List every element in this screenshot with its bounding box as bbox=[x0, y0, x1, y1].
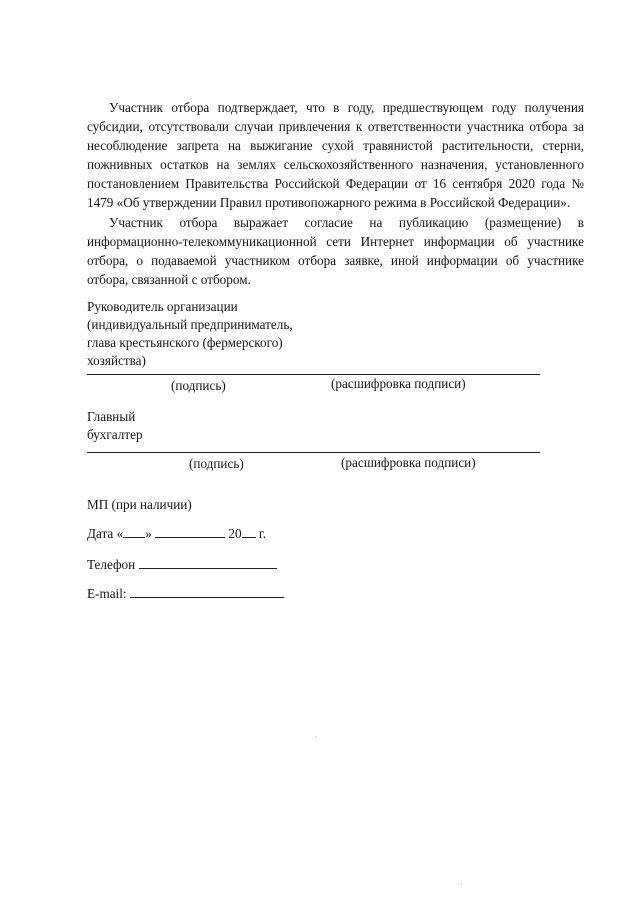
accountant-signature-line bbox=[87, 452, 540, 453]
phone-blank bbox=[139, 556, 277, 569]
date-year-prefix: 20 bbox=[228, 526, 242, 541]
phone-field bbox=[87, 556, 277, 573]
scan-speck bbox=[461, 884, 462, 885]
email-label: E-mail: bbox=[87, 586, 127, 601]
head-signature-line bbox=[87, 374, 540, 375]
date-middle: » bbox=[145, 526, 152, 541]
paragraph-consent: Участник отбора выражает согласие на публикацию (размещение) в информационно-телекоммуникационной сети Интернет информации об участнике отбора, о подаваемой участником отбора заявке, иной информации об участнике отбора, связанной с отбором. bbox=[87, 215, 584, 287]
date-field bbox=[87, 525, 266, 542]
date-suffix: г. bbox=[258, 526, 267, 541]
date-day-blank bbox=[123, 525, 145, 538]
phone-label: Телефон bbox=[87, 557, 136, 572]
email-blank bbox=[130, 585, 284, 598]
head-decode-caption: (расшифровка подписи) bbox=[331, 376, 466, 391]
head-of-organization-label: Руководитель организации (индивидуальный предприниматель, глава крестьянского (фермерского) хозяйства) bbox=[87, 299, 293, 368]
accountant-signature-caption: (подпись) bbox=[189, 456, 244, 471]
date-prefix: Дата « bbox=[87, 526, 124, 541]
head-signature-caption: (подпись) bbox=[171, 378, 226, 393]
accountant-decode-caption: (расшифровка подписи) bbox=[341, 455, 476, 470]
chief-accountant-label: Главный бухгалтер bbox=[87, 409, 143, 442]
date-year-blank bbox=[242, 525, 256, 538]
paragraph-confirmation: Участник отбора подтверждает, что в году, предшествующем году получения субсидии, отсутствовали случаи привлечения к ответственности участника отбора за несоблюдение запрета на выжигание сухой травянистой растительности, стерни, пожнивных остатков на землях сельскохозяйственного назначения, установленного постановлением Правительства Российской Федерации от 16 сентября 2020 года № 1479 «Об утверждении Правил противопожарного режима в Российской Федерации». bbox=[87, 100, 584, 210]
scan-speck bbox=[315, 736, 316, 737]
stamp-label: МП (при наличии) bbox=[87, 497, 192, 512]
email-field bbox=[87, 585, 284, 602]
date-month-blank bbox=[155, 525, 225, 538]
